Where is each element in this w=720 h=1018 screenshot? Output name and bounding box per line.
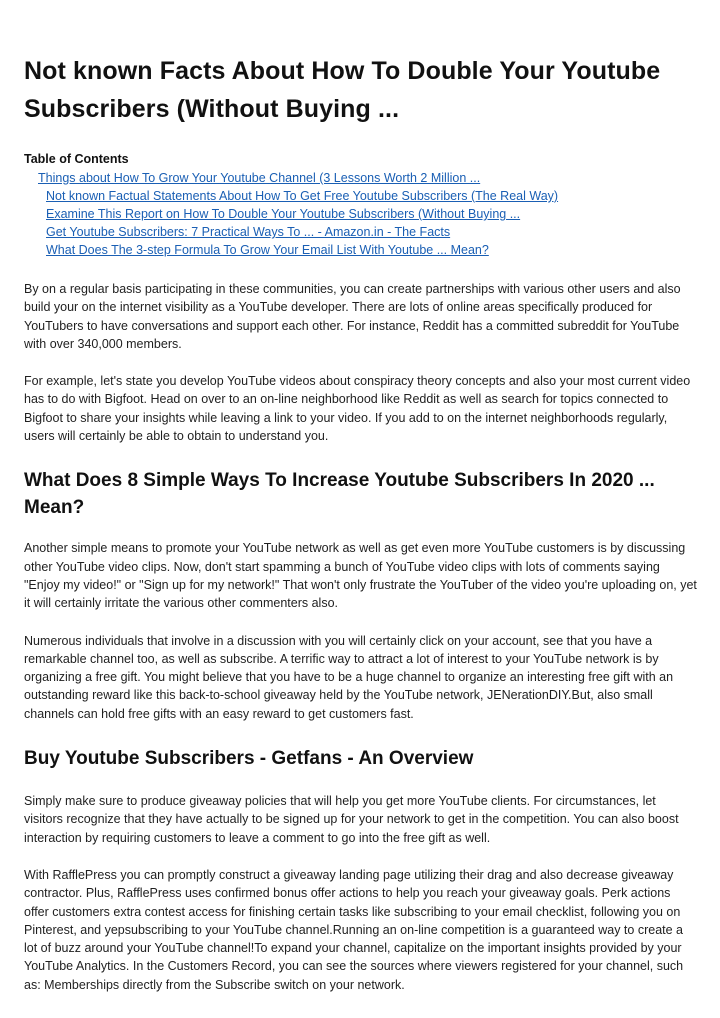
page-title: Not known Facts About How To Double Your Youtube Subscribers (Without Buying ...: [24, 57, 661, 123]
section-heading: What Does 8 Simple Ways To Increase Youtube Subscribers In 2020 ... Mean?: [24, 470, 655, 519]
toc-link-free-subscribers[interactable]: Not known Factual Statements About How To Get Free Youtube Subscribers (The Real Way): [46, 189, 559, 203]
toc-heading: Table of Contents: [24, 152, 129, 166]
paragraph: By on a regular basis participating in these communities, you can create partnerships with various other users and also build your on the internet visibility as a YouTube developer. There are lots of online areas specifically produced for YouTubers to have conversations and support each other. For instance, Reddit has a committed subreddit for YouTube with over 340,000 members.: [24, 282, 681, 351]
paragraph: For example, let's state you develop YouTube videos about conspiracy theory concepts and also your most current video has to do with Bigfoot. Head on over to an on-line neighborhood like Reddit as well as search for topics connected to Bigfoot to share your insights while leaving a link to your video. If you add to on the internet neighborhoods regularly, users will certainly be able to obtain to understand you.: [24, 374, 691, 444]
paragraph: Simply make sure to produce giveaway policies that will help you get more YouTube clients. For circumstances, let visitors recognize that they have actually to be signed up for your network to get in the competition. You can also boost interaction by requiring customers to leave a comment to go into the free gift as well.: [24, 794, 679, 845]
paragraph: With RafflePress you can promptly construct a giveaway landing page utilizing their drag and also decrease giveaway contractor. Plus, RafflePress uses confirmed bonus offer actions to help you reach your giveaway goals. Perk actions offer customers extra contest access for finishing certain tasks like subscribing to your email checklist, following you on Pinterest, and yepsubscribing to your YouTube channel.Running an on-line competition is a guaranteed way to create a lot of buzz around your YouTube channel!To expand your channel, capitalize on the important insights provided by your YouTube Analytics. In the Customers Record, you can see the sources where viewers registered for your channel, such as: Memberships directly from the Subscribe switch on your network.: [24, 867, 684, 992]
section-heading: Buy Youtube Subscribers - Getfans - An Overview: [24, 748, 474, 770]
paragraph: Numerous individuals that involve in a discussion with you will certainly click on your account, see that you have a remarkable channel too, as well as subscribe. A terrific way to attract a lot of interest to your YouTube network is by organizing a free gift. You might believe that you have to be a huge channel to organize an interesting free gift with an outstanding reward like this back-to-school giveaway held by the YouTube network, JENerationDIY.But, also small channels can hold free gifts with an easy reward to get customers fast.: [24, 633, 674, 721]
toc-link-double-subscribers[interactable]: Examine This Report on How To Double Your Youtube Subscribers (Without Buying ...: [46, 207, 521, 221]
toc-link-grow-channel[interactable]: Things about How To Grow Your Youtube Channel (3 Lessons Worth 2 Million ...: [38, 171, 481, 185]
table-of-contents: [24, 150, 698, 259]
paragraph: Another simple means to promote your YouTube network as well as get even more YouTube customers is by discussing other YouTube video clips. Now, don't start spamming a bunch of YouTube video clips with lots of comments saying "Enjoy my video!" or "Sign up for my network!" That won't only frustrate the YouTuber of the video you're uploading on, yet it will certainly irritate the various other commenters also.: [24, 541, 697, 611]
toc-link-email-list[interactable]: What Does The 3-step Formula To Grow Your Email List With Youtube ... Mean?: [46, 243, 489, 257]
toc-link-practical-ways[interactable]: Get Youtube Subscribers: 7 Practical Ways To ... - Amazon.in - The Facts: [46, 225, 451, 239]
